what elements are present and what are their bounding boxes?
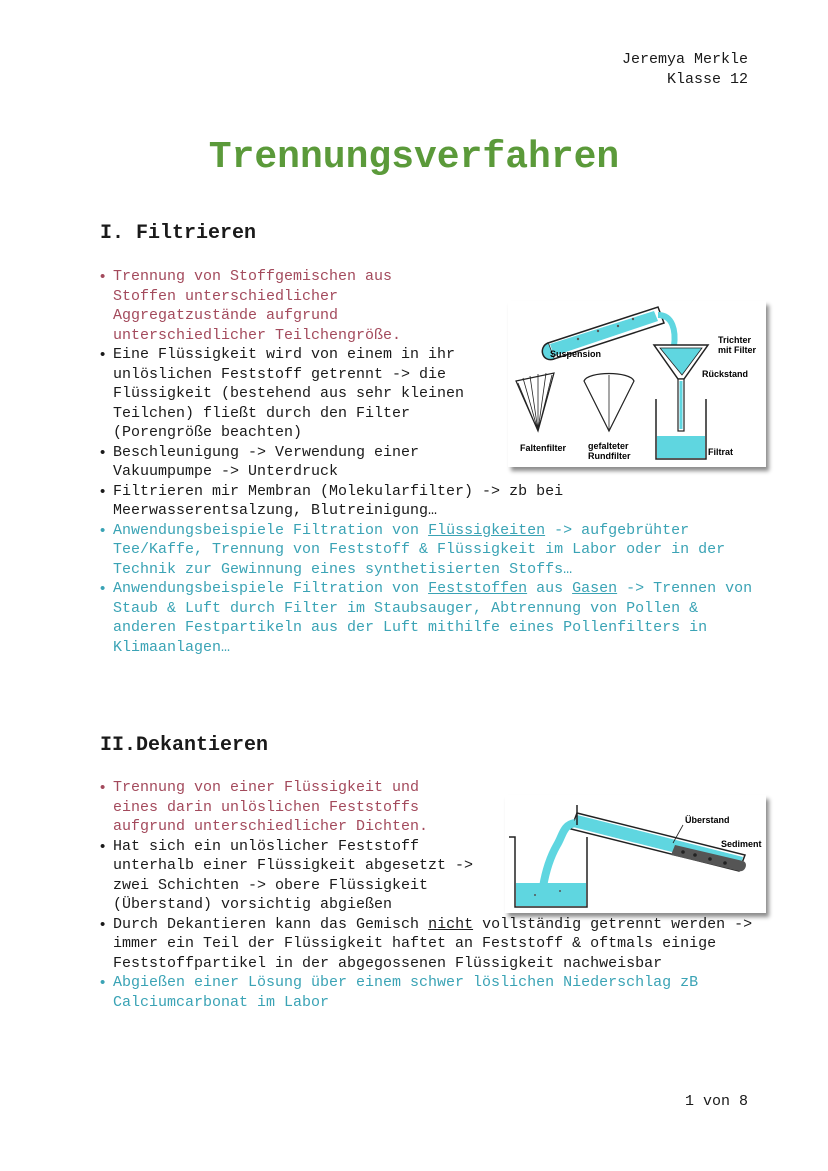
filtration-illustration <box>508 301 766 467</box>
label-faltenfilter: Faltenfilter <box>520 443 567 453</box>
bullet-text: Anwendungsbeispiele Filtration von <box>113 580 429 597</box>
bullet-text: aus <box>527 580 573 597</box>
class-label: Klasse 12 <box>666 71 748 88</box>
label-filtrat: Filtrat <box>708 447 734 457</box>
bullet-text: Hat sich ein unlöslicher Feststoff unterhalb einer Flüssigkeit abgesetzt -> zwei Schichten -> obere Flüssigkeit (Überstand) vorsichtig abgießen <box>113 837 474 913</box>
label-suspension: Suspension <box>550 349 602 359</box>
list-item <box>100 521 753 580</box>
section-heading-filtrieren: I. Filtrieren <box>100 222 257 245</box>
bullet-text: Durch Dekantieren kann das Gemisch <box>113 915 429 933</box>
underlined-term: nicht <box>428 915 474 933</box>
list-item <box>100 837 493 915</box>
label-ueberstand: Überstand <box>685 815 730 825</box>
list-item <box>100 579 753 657</box>
bullet-text: vollständig getrennt werden -> immer ein Teil der Flüssigkeit haftet an Feststoff & oftmals einige Feststoffpartikel in der abgegossenen Flüssigkeit nachweisbar <box>113 915 753 972</box>
underlined-term: Gasen <box>572 580 618 597</box>
decantation-illustration <box>505 795 766 913</box>
bullet-text: Abgießen einer Lösung über einem schwer löslichen Niederschlag zB Calciumcarbonat im Labor <box>113 974 699 1011</box>
label-rundfilter: Rundfilter <box>588 451 631 461</box>
funnel-icon <box>654 345 708 431</box>
decantation-diagram <box>505 795 766 913</box>
author-name: Jeremya Merkle <box>621 51 748 68</box>
label-gefalteter: gefalteter <box>588 441 629 451</box>
page-title: Trennungsverfahren <box>208 136 620 179</box>
underlined-term: Feststoffen <box>428 580 528 597</box>
bullet-text: -> aufgebrühter Tee/Kaffe, Trennung von Feststoff & Flüssigkeit im Labor oder in der Technik zur Gewinnung eines synthetisierten Stoffs… <box>113 521 726 578</box>
list-item <box>100 267 443 345</box>
label-trichter: Trichter <box>718 335 752 345</box>
filtration-diagram <box>508 301 766 467</box>
label-mit-filter: mit Filter <box>718 345 757 355</box>
list-item <box>100 345 488 443</box>
bullet-text: -> Trennen von Staub & Luft durch Filter im Staubsauger, Abtrennung von Pollen & anderen Festpartikeln aus der Luft mithilfe eines Pollenfilters in Klimaanlagen… <box>113 580 753 656</box>
header <box>622 50 748 90</box>
list-item <box>100 482 653 521</box>
page-number: 1 von 8 <box>684 1093 748 1110</box>
list-item <box>100 973 753 1012</box>
round-filter-icon <box>584 374 634 432</box>
list-item <box>100 915 753 974</box>
list-item <box>100 443 483 482</box>
section-heading-dekantieren: II.Dekantieren <box>100 734 269 757</box>
folded-filter-icon <box>516 373 554 431</box>
bullet-text: Trennung von einer Flüssigkeit und eines darin unlöslichen Feststoffs aufgrund unterschiedlicher Dichten. <box>113 779 429 835</box>
bullet-text: Trennung von Stoffgemischen aus Stoffen unterschiedlicher Aggregatzustände aufgrund unterschiedlicher Teilchengröße. <box>113 268 402 344</box>
label-rueckstand: Rückstand <box>702 369 749 379</box>
bullet-text: Filtrieren mir Membran (Molekularfilter) -> zb bei Meerwasserentsalzung, Blutreinigung… <box>113 482 564 519</box>
bullet-text: Beschleunigung -> Verwendung einer Vakuumpumpe -> Unterdruck <box>113 443 420 480</box>
bullet-text: Eine Flüssigkeit wird von einem in ihr unlöslichen Feststoff getrennt -> die Flüssigkeit (bestehend aus sehr kleinen Teilchen) fließt durch den Filter (Porengröße beachten) <box>113 346 465 441</box>
bullet-text: Anwendungsbeispiele Filtration von <box>113 521 429 539</box>
label-sediment: Sediment <box>721 839 762 849</box>
list-item <box>100 778 468 837</box>
underlined-term: Flüssigkeiten <box>428 521 546 539</box>
